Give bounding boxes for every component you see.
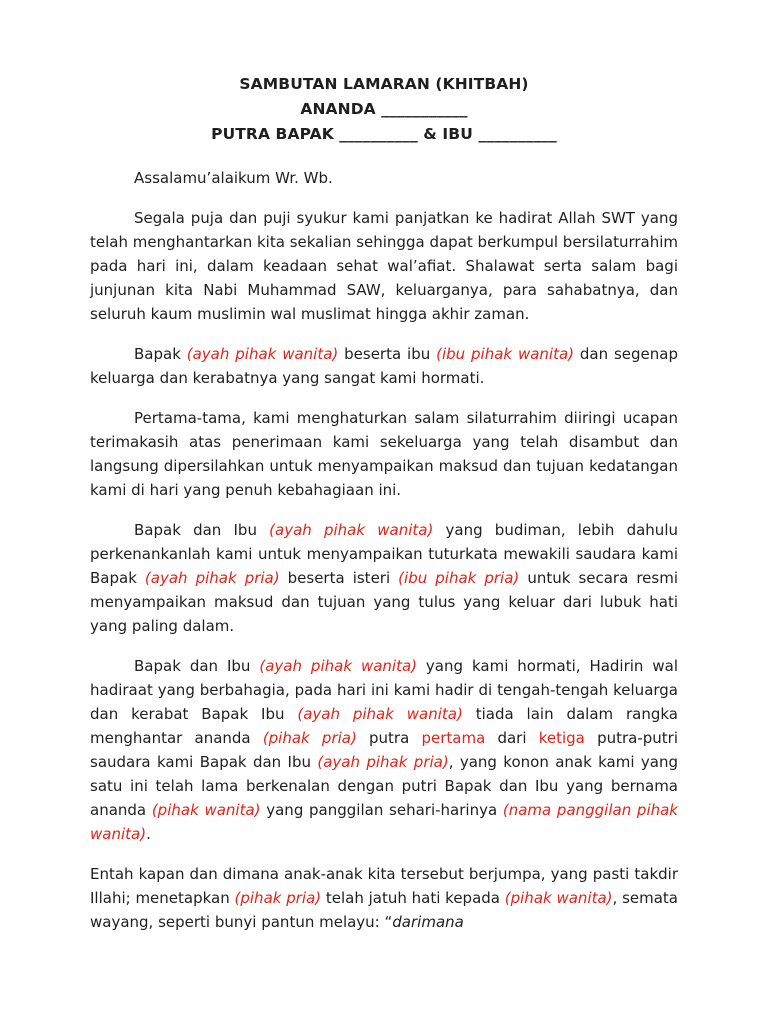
placeholder-ayah-pria: (ayah pihak pria) (317, 753, 449, 771)
text-run: beserta ibu (338, 345, 437, 363)
text-run: , semata wayang, seperti bunyi pantun melayu: “ (90, 889, 678, 931)
text-run: tiada lain dalam rangka menghantar ananda (90, 705, 678, 747)
paragraph-destiny (90, 862, 678, 934)
placeholder-ayah-wanita: (ayah pihak wanita) (297, 705, 463, 723)
placeholder-ayah-pria: (ayah pihak pria) (144, 569, 280, 587)
text-run: Bapak (134, 345, 187, 363)
paragraph-thanks: Pertama-tama, kami menghaturkan salam silaturrahim diiringi ucapan terimakasih atas penerimaan kami sekeluarga yang telah disambut dan langsung dipersilahkan untuk menyampaikan maksud dan tujuan kedatangan kami di hari yang penuh kebahagiaan ini. (90, 409, 678, 499)
text-run: beserta isteri (279, 569, 399, 587)
text-run: yang panggilan sehari-harinya (260, 801, 503, 819)
text-run: telah jatuh hati kepada (321, 889, 505, 907)
placeholder-ayah-wanita: (ayah pihak wanita) (259, 657, 417, 675)
text-run: Entah kapan dan dimana anak-anak kita tersebut berjumpa, yang pasti takdir Illahi; menetapkan (90, 865, 678, 907)
text-run: untuk secara resmi menyampaikan maksud dan tujuan yang tulus yang keluar dari lubuk hati yang paling dalam. (90, 569, 678, 635)
text-run: , yang konon anak kami yang satu ini telah lama berkenalan dengan putri Bapak dan Ibu yang bernama ananda (90, 753, 678, 819)
text-run: . (146, 825, 151, 843)
placeholder-pihak-pria: (pihak pria) (262, 729, 357, 747)
placeholder-ibu-pria: (ibu pihak pria) (398, 569, 520, 587)
placeholder-pihak-wanita: (pihak wanita) (504, 889, 613, 907)
paragraph-intent (90, 518, 678, 638)
heading-title: SAMBUTAN LAMARAN (KHITBAH) (239, 75, 529, 93)
text-run: Bapak dan Ibu (134, 657, 260, 675)
text-run: dan segenap keluarga dan kerabatnya yang sangat kami hormati. (90, 345, 679, 387)
placeholder-birth-order: pertama (421, 729, 486, 747)
heading-parents: PUTRA BAPAK __________ & IBU __________ (211, 125, 557, 143)
greeting-paragraph: Assalamu’alaikum Wr. Wb. (134, 169, 333, 187)
paragraph-respect (90, 342, 678, 390)
text-run: Bapak dan Ibu (134, 521, 270, 539)
placeholder-ayah-wanita: (ayah pihak wanita) (186, 345, 339, 363)
text-run: dari (485, 729, 539, 747)
text-run: putra-putri saudara kami Bapak dan Ibu (90, 729, 678, 771)
document-heading (90, 72, 678, 147)
placeholder-ayah-wanita: (ayah pihak wanita) (269, 521, 434, 539)
placeholder-pihak-wanita: (pihak wanita) (151, 801, 261, 819)
text-run: yang budiman, lebih dahulu perkenankanlah kami untuk menyampaikan tuturkata mewakili saudara kami Bapak (90, 521, 678, 587)
document-body (90, 166, 678, 950)
text-run: yang kami hormati, Hadirin wal hadiraat yang berbahagia, pada hari ini kami hadir di tengah-tengah keluarga dan kerabat Bapak Ibu (90, 657, 679, 723)
paragraph-proposal (90, 654, 678, 846)
placeholder-pihak-pria: (pihak pria) (234, 889, 322, 907)
placeholder-sibling-count: ketiga (538, 729, 585, 747)
heading-ananda: ANANDA ___________ (300, 100, 468, 118)
text-run: putra (356, 729, 422, 747)
paragraph-opening: Segala puja dan puji syukur kami panjatkan ke hadirat Allah SWT yang telah menghantarkan kita sekalian sehingga dapat berkumpul bersilaturrahim pada hari ini, dalam keadaan sehat wal’afiat. Shalawat serta salam bagi junjunan kita Nabi Muhammad SAW, keluarganya, para sahabatnya, dan seluruh kaum muslimin wal muslimat hingga akhir zaman. (90, 209, 678, 323)
placeholder-ibu-wanita: (ibu pihak wanita) (436, 345, 575, 363)
pantun-start: darimana (392, 913, 464, 931)
placeholder-nickname: (nama panggilan pihak wanita) (90, 801, 678, 843)
